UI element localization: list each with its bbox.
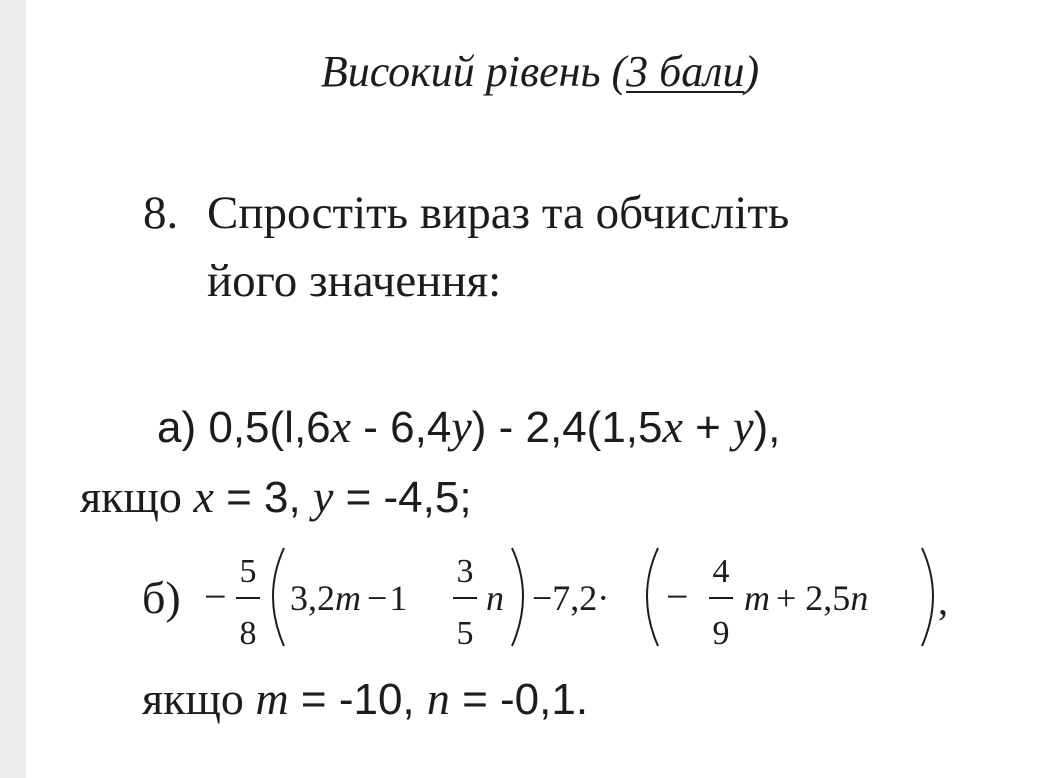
part-b-label: б) (142, 572, 181, 623)
formula-term: m + 2,5n (744, 578, 869, 618)
part-a-label: а) (157, 403, 197, 452)
left-margin-strip (0, 0, 26, 778)
var-n: n (486, 578, 504, 618)
left-paren (273, 548, 284, 646)
level-points: 3 бали (626, 47, 745, 96)
cond-b-seg1: = -10, (288, 675, 427, 724)
right-paren (922, 548, 933, 646)
fraction-numerator: 3 (456, 553, 474, 590)
cond-b-seg2: = -0,1. (449, 675, 589, 724)
part-a-condition (80, 470, 472, 523)
fraction-numerator: 4 (712, 553, 730, 590)
cond-a-seg2: = -4,5; (333, 473, 472, 522)
fraction-denominator: 8 (239, 615, 257, 652)
cond-word: якщо (80, 471, 194, 522)
formula-term: 3,2m −1 (290, 578, 408, 618)
formula-minus: − (666, 574, 689, 619)
level-close-paren: ) (744, 47, 760, 96)
expr-a-seg3: ) - 2,4(1,5 (471, 403, 663, 452)
fraction-numerator: 5 (239, 553, 257, 590)
cond-a-seg1: = 3, (213, 473, 313, 522)
expr-a-seg1: 0,5(l,6 (196, 403, 331, 452)
var-y: y (312, 471, 334, 522)
fraction-denominator: 9 (712, 615, 730, 652)
right-paren (512, 548, 523, 646)
part-b-condition (142, 672, 588, 725)
level-title (0, 46, 1047, 97)
formula-comma: , (938, 578, 948, 623)
cond-word: якщо (142, 673, 256, 724)
part-a-expression (157, 400, 780, 453)
expr-a-seg2: - 6,4 (351, 403, 452, 452)
var-x: x (662, 401, 683, 452)
part-b-formula (196, 540, 956, 660)
expr-a-seg5: ), (753, 403, 781, 452)
var-y: y (451, 401, 472, 452)
left-paren (647, 548, 658, 646)
fraction-denominator: 5 (456, 615, 474, 652)
formula-term: −7,2· (532, 578, 610, 618)
var-m: m (255, 673, 289, 724)
task-statement-line1: Спростіть вираз та обчисліть (207, 187, 790, 239)
var-x: x (193, 471, 214, 522)
var-y: y (733, 401, 754, 452)
level-open-paren: ( (611, 47, 627, 96)
formula-minus: − (204, 574, 227, 619)
expr-a-seg4: + (682, 403, 734, 452)
level-prefix: Високий рівень (320, 47, 612, 96)
var-x: x (330, 401, 352, 452)
task-number: 8. (143, 187, 179, 239)
task-statement-line2: його значення: (207, 255, 502, 307)
var-n: n (426, 673, 450, 724)
